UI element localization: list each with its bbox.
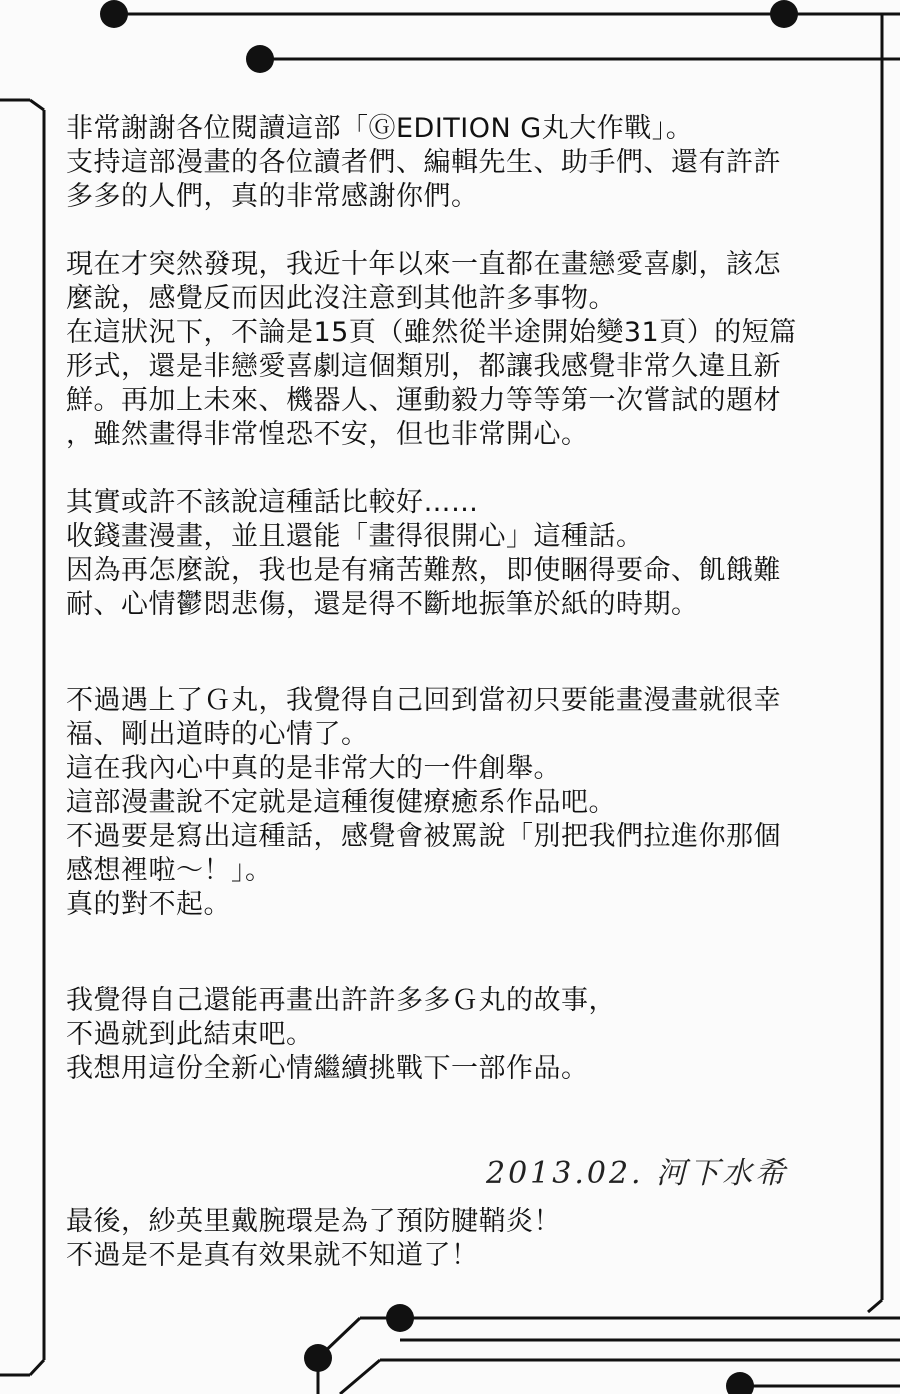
handwritten-signature: 2013.02. 河下水希	[486, 1156, 789, 1191]
text-line: 真的對不起。	[66, 889, 231, 920]
text-line: 感想裡啦～！」。	[66, 855, 273, 886]
text-line: 鮮。再加上未來、機器人、運動毅力等等第一次嘗試的題材	[66, 385, 781, 416]
text-line: 非常謝謝各位閱讀這部「ⒼEDITION G丸大作戰」。	[66, 113, 694, 144]
paragraph	[66, 112, 846, 214]
text-line: 現在才突然發現，我近十年以來一直都在畫戀愛喜劇，該怎	[66, 249, 781, 280]
postscript	[66, 1205, 846, 1273]
text-line: ，雖然畫得非常惶恐不安，但也非常開心。	[66, 419, 589, 450]
text-line: 這在我內心中真的是非常大的一件創舉。	[66, 753, 561, 784]
afterword-body	[66, 112, 846, 1086]
text-line: 耐、心情鬱悶悲傷，還是得不斷地振筆於紙的時期。	[66, 589, 699, 620]
text-line: 在這狀況下，不論是15頁（雖然從半途開始變31頁）的短篇	[66, 317, 797, 348]
text-line: 其實或許不該說這種話比較好……	[66, 487, 479, 518]
text-line: 因為再怎麼說，我也是有痛苦難熬，即使睏得要命、飢餓難	[66, 555, 781, 586]
text-line: 最後，紗英里戴腕環是為了預防腱鞘炎！	[66, 1206, 561, 1237]
text-line: 不過要是寫出這種話，感覺會被罵說「別把我們拉進你那個	[66, 821, 781, 852]
text-line: 支持這部漫畫的各位讀者們、編輯先生、助手們、還有許許	[66, 147, 781, 178]
paragraph	[66, 486, 846, 622]
paragraph	[66, 984, 846, 1086]
paragraph	[66, 684, 846, 922]
text-line: 收錢畫漫畫，並且還能「畫得很開心」這種話。	[66, 521, 644, 552]
text-line: 我想用這份全新心情繼續挑戰下一部作品。	[66, 1053, 589, 1084]
text-line: 麼說，感覺反而因此沒注意到其他許多事物。	[66, 283, 616, 314]
text-line: 不過就到此結束吧。	[66, 1019, 314, 1050]
paragraph	[66, 248, 846, 452]
text-line: 不過遇上了Ｇ丸，我覺得自己回到當初只要能畫漫畫就很幸	[66, 685, 781, 716]
text-line: 多多的人們，真的非常感謝你們。	[66, 181, 479, 212]
text-line: 形式，還是非戀愛喜劇這個類別，都讓我感覺非常久違且新	[66, 351, 781, 382]
text-line: 這部漫畫說不定就是這種復健療癒系作品吧。	[66, 787, 616, 818]
text-line: 我覺得自己還能再畫出許許多多Ｇ丸的故事，	[66, 985, 616, 1016]
text-line: 不過是不是真有效果就不知道了！	[66, 1240, 479, 1271]
text-line: 福、剛出道時的心情了。	[66, 719, 369, 750]
